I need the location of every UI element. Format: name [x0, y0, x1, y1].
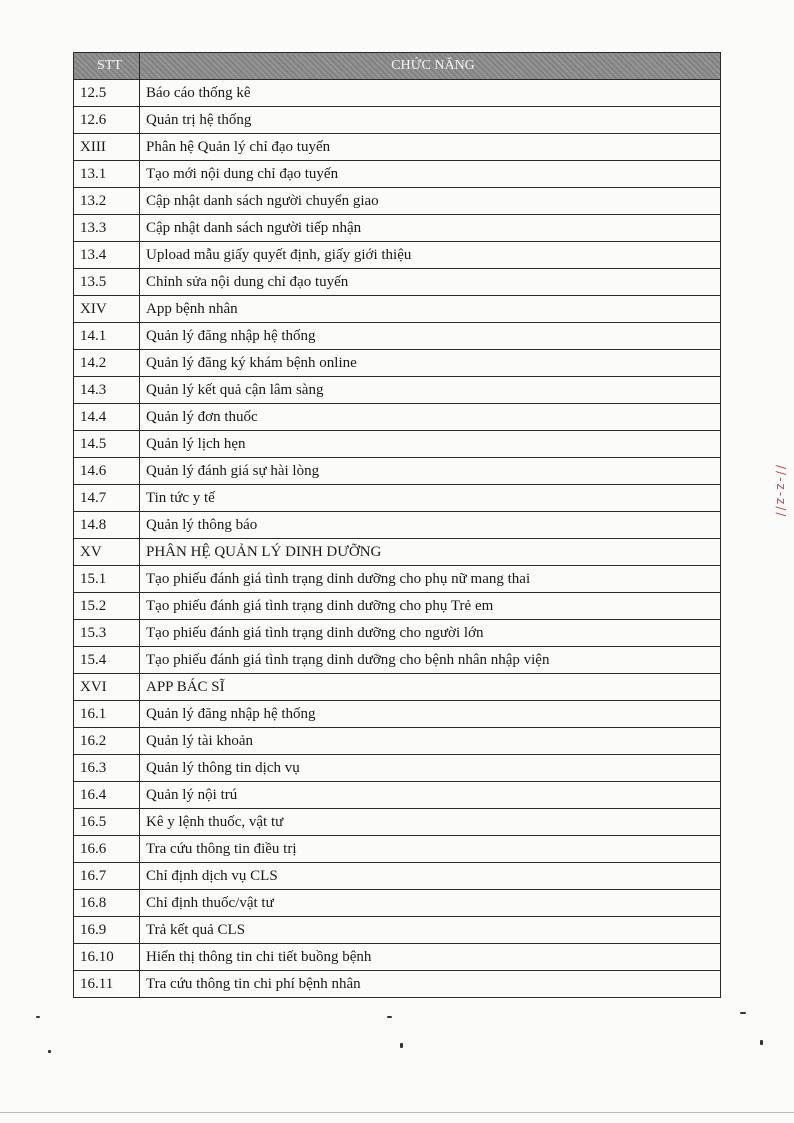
table-row	[74, 485, 721, 512]
row-function: Báo cáo thống kê	[140, 80, 721, 107]
row-function: Chỉnh sửa nội dung chỉ đạo tuyến	[140, 269, 721, 296]
table-row	[74, 404, 721, 431]
row-stt: 16.5	[74, 809, 140, 836]
row-stt: 16.6	[74, 836, 140, 863]
header-function: CHỨC NĂNG	[140, 53, 721, 80]
table-row	[74, 431, 721, 458]
row-function: Quản lý đơn thuốc	[140, 404, 721, 431]
table-row	[74, 80, 721, 107]
scan-speck	[400, 1043, 403, 1048]
table-row	[74, 269, 721, 296]
table-body	[74, 80, 721, 998]
row-stt: 14.3	[74, 377, 140, 404]
page-edge	[0, 1112, 794, 1113]
table-row	[74, 701, 721, 728]
function-table	[73, 52, 721, 998]
row-function: Chỉ định thuốc/vật tư	[140, 890, 721, 917]
table-row	[74, 836, 721, 863]
row-function: Cập nhật danh sách người tiếp nhận	[140, 215, 721, 242]
scan-speck	[740, 1012, 746, 1014]
table-row	[74, 728, 721, 755]
table-row	[74, 674, 721, 701]
table-row	[74, 566, 721, 593]
row-stt: 14.1	[74, 323, 140, 350]
margin-stamp: //-z-z//	[774, 465, 788, 519]
row-function: PHÂN HỆ QUẢN LÝ DINH DƯỠNG	[140, 539, 721, 566]
table-row	[74, 809, 721, 836]
row-stt: 16.11	[74, 971, 140, 998]
row-function: App bệnh nhân	[140, 296, 721, 323]
table-row	[74, 647, 721, 674]
row-stt: 14.7	[74, 485, 140, 512]
row-stt: 14.4	[74, 404, 140, 431]
row-stt: 12.6	[74, 107, 140, 134]
row-function: Quản trị hệ thống	[140, 107, 721, 134]
table-row	[74, 890, 721, 917]
scan-speck	[36, 1016, 40, 1018]
row-stt: 13.1	[74, 161, 140, 188]
table-row	[74, 377, 721, 404]
row-stt: 16.7	[74, 863, 140, 890]
row-function: Tạo phiếu đánh giá tình trạng dinh dưỡng cho phụ Trẻ em	[140, 593, 721, 620]
table-row	[74, 944, 721, 971]
table-row	[74, 458, 721, 485]
table-row	[74, 782, 721, 809]
row-function: Cập nhật danh sách người chuyển giao	[140, 188, 721, 215]
scan-speck	[760, 1040, 763, 1045]
row-function: Tra cứu thông tin điều trị	[140, 836, 721, 863]
row-function: Kê y lệnh thuốc, vật tư	[140, 809, 721, 836]
row-function: Chỉ định dịch vụ CLS	[140, 863, 721, 890]
row-function: Upload mẫu giấy quyết định, giấy giới thiệu	[140, 242, 721, 269]
table-row	[74, 917, 721, 944]
table-row	[74, 188, 721, 215]
row-function: Quản lý nội trú	[140, 782, 721, 809]
row-stt: XV	[74, 539, 140, 566]
row-function: Quản lý đăng nhập hệ thống	[140, 701, 721, 728]
row-function: APP BÁC SĨ	[140, 674, 721, 701]
row-stt: 15.2	[74, 593, 140, 620]
row-stt: 16.3	[74, 755, 140, 782]
table-row	[74, 620, 721, 647]
row-stt: 16.4	[74, 782, 140, 809]
row-function: Tạo phiếu đánh giá tình trạng dinh dưỡng cho người lớn	[140, 620, 721, 647]
row-function: Quản lý đánh giá sự hài lòng	[140, 458, 721, 485]
row-stt: XIV	[74, 296, 140, 323]
table-row	[74, 593, 721, 620]
row-stt: 12.5	[74, 80, 140, 107]
row-function: Tạo phiếu đánh giá tình trạng dinh dưỡng cho bệnh nhân nhập viện	[140, 647, 721, 674]
row-stt: 13.4	[74, 242, 140, 269]
row-stt: 13.3	[74, 215, 140, 242]
table-row	[74, 215, 721, 242]
row-function: Phân hệ Quản lý chỉ đạo tuyến	[140, 134, 721, 161]
table-row	[74, 107, 721, 134]
row-function: Quản lý lịch hẹn	[140, 431, 721, 458]
row-stt: 14.5	[74, 431, 140, 458]
table-row	[74, 296, 721, 323]
table-row	[74, 755, 721, 782]
row-function: Tạo mới nội dung chỉ đạo tuyến	[140, 161, 721, 188]
row-stt: 16.10	[74, 944, 140, 971]
row-stt: 16.2	[74, 728, 140, 755]
table-row	[74, 512, 721, 539]
row-stt: 14.8	[74, 512, 140, 539]
row-stt: 15.1	[74, 566, 140, 593]
row-stt: 16.9	[74, 917, 140, 944]
row-stt: 14.6	[74, 458, 140, 485]
scan-speck	[387, 1016, 392, 1018]
row-function: Tra cứu thông tin chi phí bệnh nhân	[140, 971, 721, 998]
row-stt: 16.1	[74, 701, 140, 728]
table-row	[74, 350, 721, 377]
row-function: Quản lý đăng nhập hệ thống	[140, 323, 721, 350]
row-stt: 15.3	[74, 620, 140, 647]
row-function: Trả kết quả CLS	[140, 917, 721, 944]
table-row	[74, 971, 721, 998]
header-stt: STT	[74, 53, 140, 80]
row-stt: 13.2	[74, 188, 140, 215]
row-stt: 14.2	[74, 350, 140, 377]
row-function: Quản lý tài khoản	[140, 728, 721, 755]
row-stt: 13.5	[74, 269, 140, 296]
row-stt: XVI	[74, 674, 140, 701]
table-row	[74, 539, 721, 566]
row-function: Quản lý kết quả cận lâm sàng	[140, 377, 721, 404]
row-function: Quản lý thông tin dịch vụ	[140, 755, 721, 782]
row-function: Tin tức y tế	[140, 485, 721, 512]
row-function: Quản lý thông báo	[140, 512, 721, 539]
row-function: Hiển thị thông tin chi tiết buồng bệnh	[140, 944, 721, 971]
table-header-row	[74, 53, 721, 80]
table-row	[74, 161, 721, 188]
row-function: Tạo phiếu đánh giá tình trạng dinh dưỡng cho phụ nữ mang thai	[140, 566, 721, 593]
row-stt: XIII	[74, 134, 140, 161]
row-stt: 16.8	[74, 890, 140, 917]
table-row	[74, 134, 721, 161]
row-stt: 15.4	[74, 647, 140, 674]
scan-speck	[48, 1050, 51, 1053]
table-row	[74, 323, 721, 350]
row-function: Quản lý đăng ký khám bệnh online	[140, 350, 721, 377]
table-row	[74, 863, 721, 890]
table-row	[74, 242, 721, 269]
